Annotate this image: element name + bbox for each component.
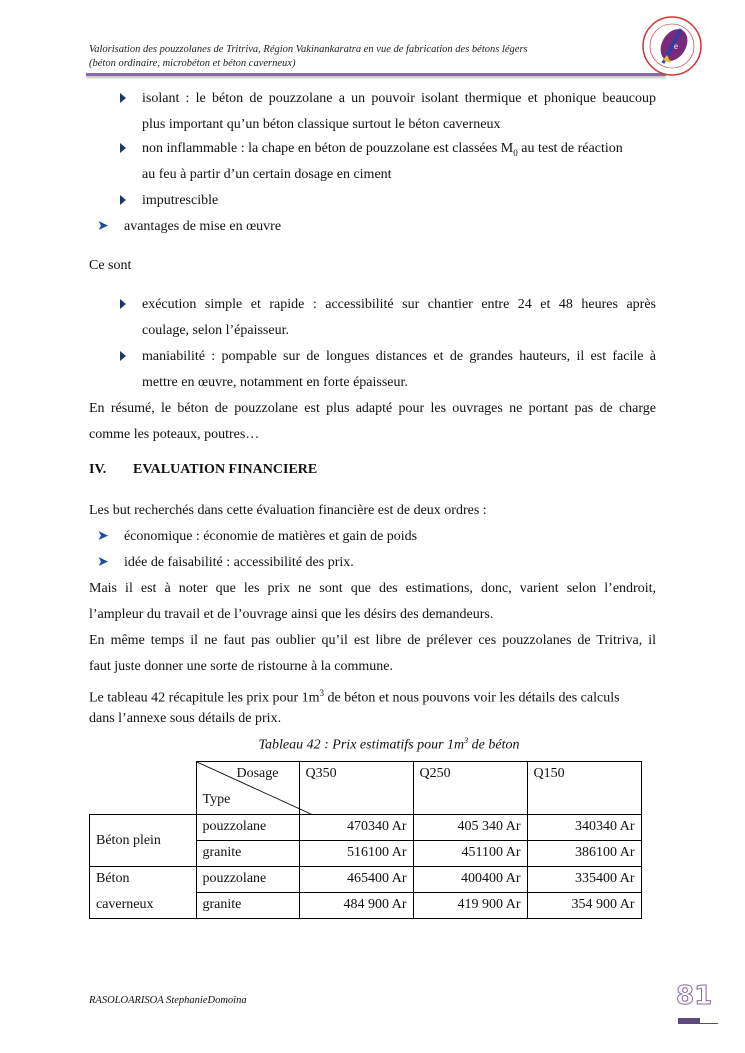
paragraph: dans l’annexe sous détails de prix. — [89, 711, 282, 726]
bullet-text: maniabilité : pompable sur de longues distances et de grandes hauteurs, il est facile à — [142, 349, 656, 364]
bullet-text: coulage, selon l’épaisseur. — [142, 323, 289, 338]
page-number: 81 — [676, 981, 713, 1011]
corner-header-cell — [196, 762, 299, 815]
type-cell: granite — [196, 841, 299, 867]
bullet-text: mettre en œuvre, notamment en forte épaisseur. — [142, 375, 408, 390]
arrow-bullet-text: avantages de mise en œuvre — [124, 219, 282, 234]
text: Tableau 42 : Prix estimatifs pour 1m — [258, 737, 465, 753]
section-title: EVALUATION FINANCIERE — [133, 462, 318, 477]
text: non inflammable : la chape en béton de pouzzolane est classées M — [142, 141, 514, 156]
section-number: IV. — [89, 462, 107, 477]
text: de béton — [468, 737, 520, 753]
paragraph: Ce sont — [89, 258, 132, 273]
arrow-bullet-icon: ➤ — [97, 529, 109, 544]
bullet-triangle-icon — [120, 195, 126, 205]
price-cell: 419 900 Ar — [413, 893, 527, 919]
text: de béton et nous pouvons voir les détails des calculs — [324, 690, 620, 706]
table-header-row — [90, 762, 642, 815]
group-label — [90, 867, 197, 919]
page-number-line — [700, 1023, 718, 1024]
table-row — [90, 867, 642, 893]
bullet-text: exécution simple et rapide : accessibilité sur chantier entre 24 et 48 heures après — [142, 297, 656, 312]
column-header: Q250 — [413, 762, 527, 815]
bullet-triangle-icon — [120, 143, 126, 153]
footer-author: RASOLOARISOA StephanieDomoina — [89, 995, 247, 1006]
superscript: 3 — [464, 736, 469, 745]
header-line: Valorisation des pouzzolanes de Tritriva, Région Vakinankaratra en vue de fabrication des bétons légers — [89, 44, 528, 55]
table-row — [90, 815, 642, 841]
price-cell: 335400 Ar — [527, 867, 641, 893]
svg-text:e: e — [674, 41, 678, 51]
text: au test de réaction — [517, 141, 623, 156]
superscript: 3 — [319, 688, 325, 698]
price-cell: 470340 Ar — [299, 815, 413, 841]
faculty-seal-logo — [641, 15, 703, 77]
bullet-text: plus important qu’un béton classique surtout le béton caverneux — [142, 117, 501, 132]
price-cell: 400400 Ar — [413, 867, 527, 893]
empty-cell — [90, 762, 197, 815]
price-cell: 405 340 Ar — [413, 815, 527, 841]
table-caption — [89, 736, 689, 754]
paragraph: En résumé, le béton de pouzzolane est plus adapté pour les ouvrages ne portant pas de charge — [89, 401, 656, 416]
bullet-text: imputrescible — [142, 193, 219, 208]
header-line: (béton ordinaire, microbéton et béton caverneux) — [89, 58, 296, 69]
column-header: Q350 — [299, 762, 413, 815]
header-rule — [86, 73, 666, 76]
bullet-text: au feu à partir d’un certain dosage en ciment — [142, 167, 392, 182]
arrow-bullet-icon: ➤ — [97, 555, 109, 570]
paragraph: l’ampleur du travail et de l’ouvrage ainsi que les désirs des demandeurs. — [89, 607, 494, 622]
subscript: 0 — [513, 147, 518, 158]
price-cell: 386100 Ar — [527, 841, 641, 867]
running-header — [89, 43, 528, 71]
arrow-bullet-text: idée de faisabilité : accessibilité des prix. — [124, 555, 354, 570]
price-cell: 451100 Ar — [413, 841, 527, 867]
type-cell: granite — [196, 893, 299, 919]
price-table — [89, 761, 642, 919]
price-cell: 516100 Ar — [299, 841, 413, 867]
dosage-label: Dosage — [236, 766, 279, 781]
price-cell: 340340 Ar — [527, 815, 641, 841]
price-cell: 484 900 Ar — [299, 893, 413, 919]
arrow-bullet-text: économique : économie de matières et gain de poids — [124, 529, 418, 544]
bullet-triangle-icon — [120, 299, 126, 309]
paragraph: faut juste donner une sorte de ristourne à la commune. — [89, 659, 394, 674]
price-cell: 465400 Ar — [299, 867, 413, 893]
bullet-triangle-icon — [120, 93, 126, 103]
paragraph: En même temps il ne faut pas oublier qu’il est libre de prélever ces pouzzolanes de Tritriva, il — [89, 633, 656, 648]
section-heading — [89, 462, 317, 478]
column-header: Q150 — [527, 762, 641, 815]
page-number-bar — [678, 1018, 700, 1024]
type-cell: pouzzolane — [196, 815, 299, 841]
type-label: Type — [202, 792, 231, 807]
group-label-line: Béton — [96, 871, 130, 886]
group-label-line: caverneux — [96, 897, 154, 912]
text: Le tableau 42 récapitule les prix pour 1m — [89, 690, 320, 706]
paragraph: Les but recherchés dans cette évaluation financière est de deux ordres : — [89, 503, 487, 518]
arrow-bullet-icon: ➤ — [97, 219, 109, 234]
type-cell: pouzzolane — [196, 867, 299, 893]
paragraph: comme les poteaux, poutres… — [89, 427, 260, 442]
paragraph: Mais il est à noter que les prix ne sont que des estimations, donc, varient selon l’endroit, — [89, 581, 656, 596]
bullet-triangle-icon — [120, 351, 126, 361]
price-cell: 354 900 Ar — [527, 893, 641, 919]
bullet-text: isolant : le béton de pouzzolane a un pouvoir isolant thermique et phonique beaucoup — [142, 91, 656, 106]
group-label: Béton plein — [90, 815, 197, 867]
